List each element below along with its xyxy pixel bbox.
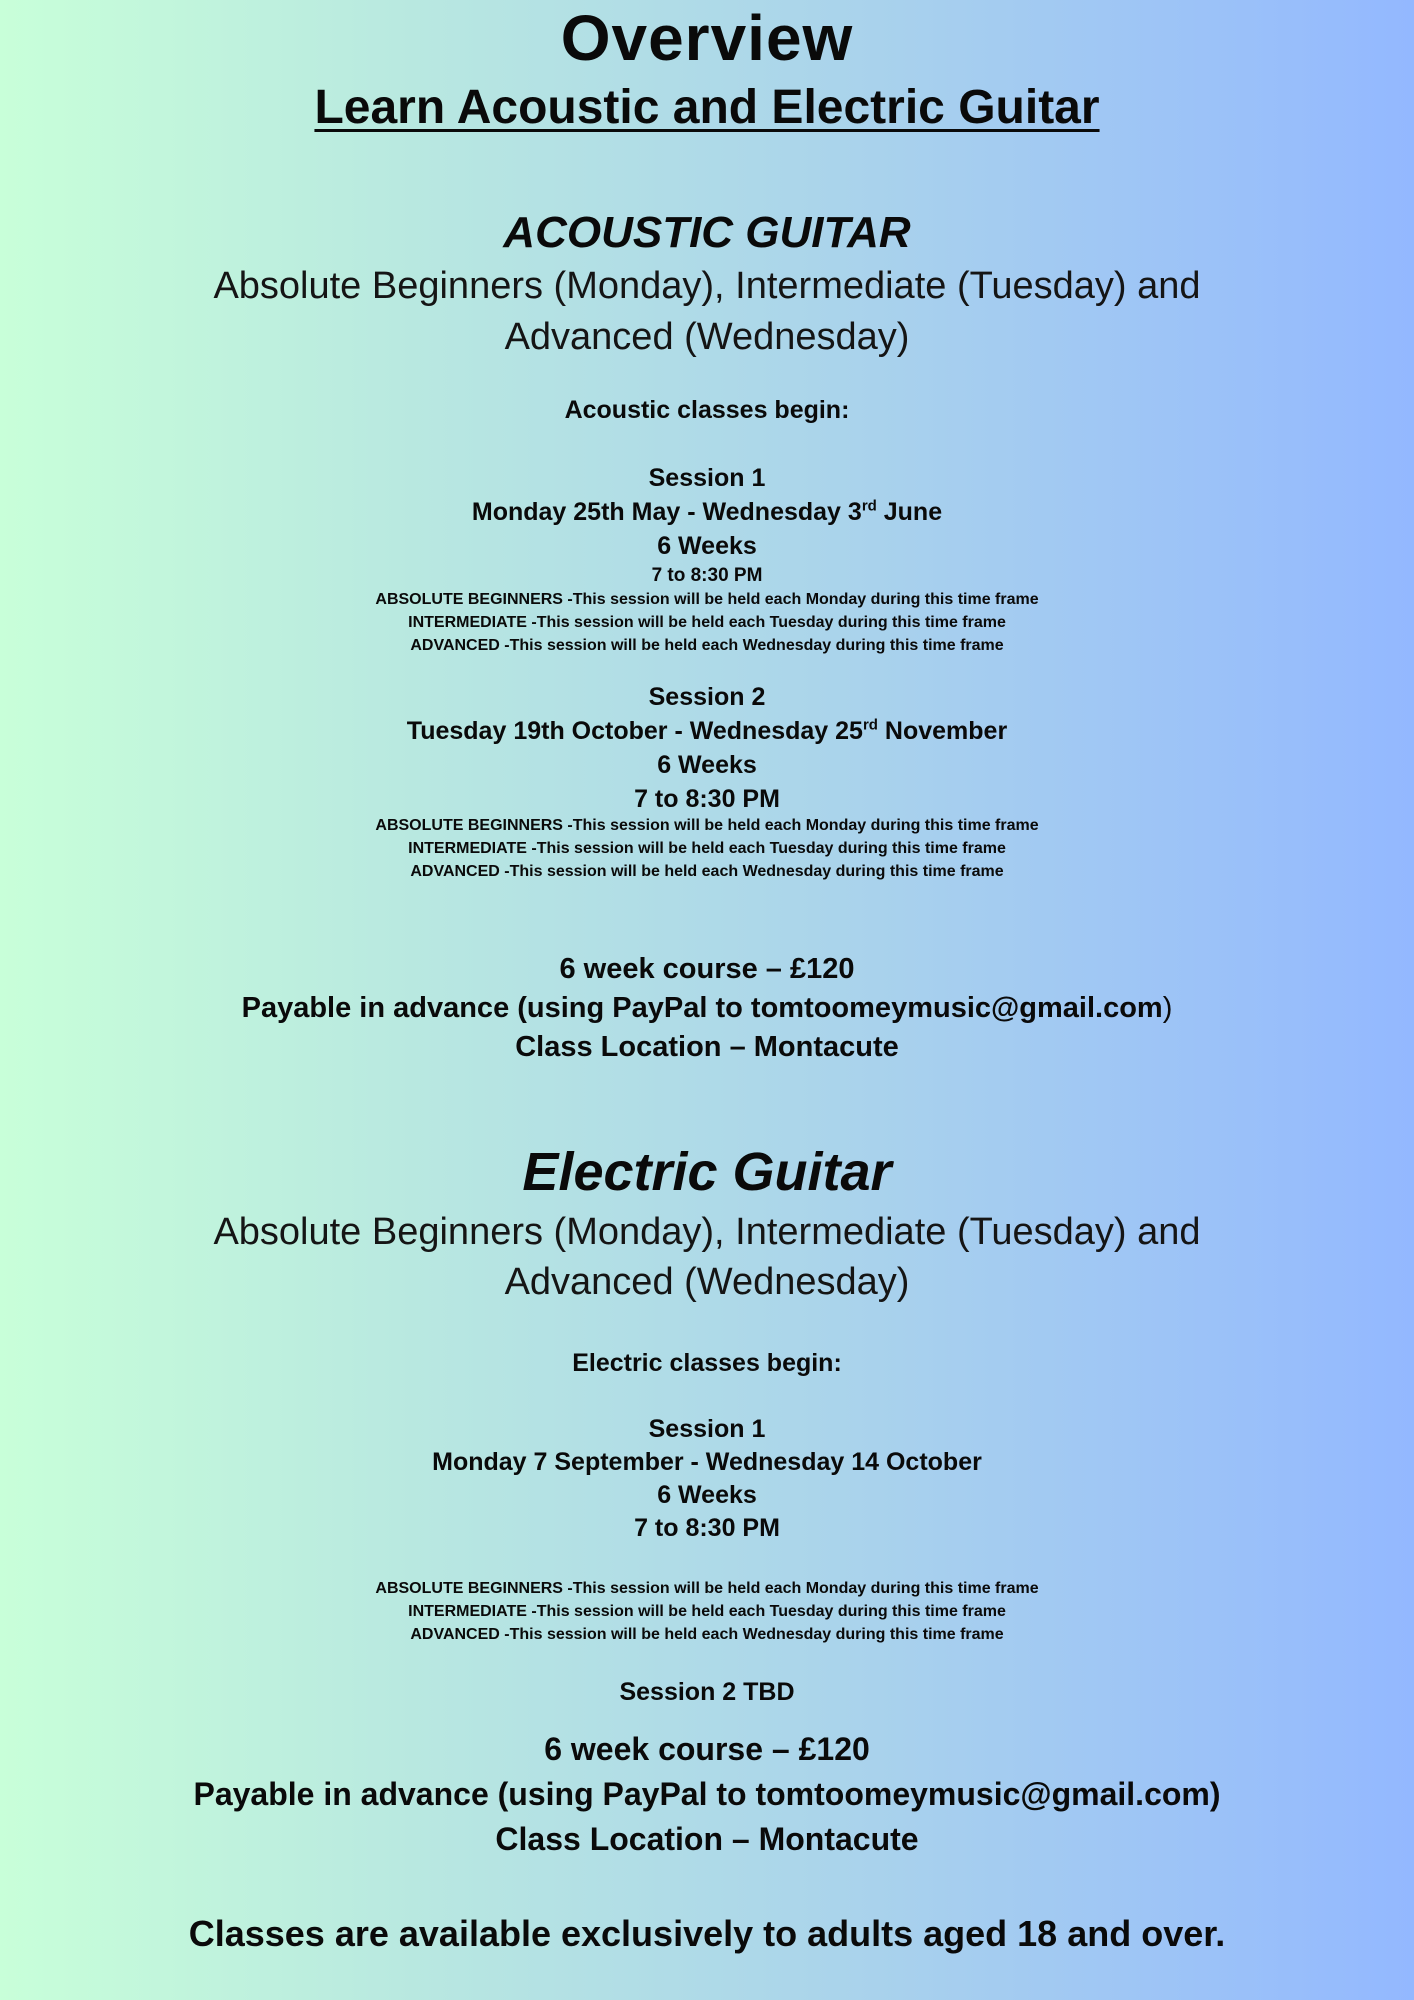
session-weeks: 6 Weeks (657, 1481, 757, 1509)
electric-levels-line-1: Absolute Beginners (Monday), Intermediate (Tuesday) and (213, 1211, 1201, 1253)
session-time: 7 to 8:30 PM (634, 1514, 780, 1542)
electric-begin-label: Electric classes begin: (572, 1349, 842, 1377)
page-title: Overview (560, 2, 854, 74)
ordinal-suffix: rd (862, 716, 878, 734)
session-label: Session 1 (648, 464, 766, 492)
acoustic-levels-line-2: Advanced (Wednesday) (504, 316, 910, 358)
acoustic-begin-label: Acoustic classes begin: (564, 396, 850, 424)
session-time: 7 to 8:30 PM (634, 785, 780, 813)
note-advanced: ADVANCED -This session will be held each Wednesday during this time frame (410, 637, 1004, 654)
session-dates: Monday 7 September - Wednesday 14 October (432, 1448, 982, 1476)
session-date-end: June (876, 498, 943, 526)
electric-session-2: Session 2 TBD (619, 1678, 795, 1706)
session-weeks: 6 Weeks (657, 751, 757, 779)
ordinal-suffix: rd (861, 497, 877, 515)
note-beginners: ABSOLUTE BEGINNERS -This session will be held each Monday during this time frame (375, 1580, 1039, 1597)
payment-close-paren: ) (1162, 992, 1173, 1024)
electric-levels-line-2: Advanced (Wednesday) (504, 1261, 910, 1303)
age-notice: Classes are available exclusively to adults aged 18 and over. (188, 1913, 1226, 1954)
session-date-start: Tuesday 19th October - Wednesday 25 (406, 717, 863, 745)
note-beginners: ABSOLUTE BEGINNERS -This session will be held each Monday during this time frame (375, 591, 1039, 608)
acoustic-price: 6 week course – £120 (559, 953, 855, 985)
payment-text: Payable in advance (using PayPal to tomtoomeymusic@gmail.com (241, 992, 1163, 1024)
acoustic-levels-line-1: Absolute Beginners (Monday), Intermediate (Tuesday) and (213, 265, 1201, 307)
electric-location: Class Location – Montacute (495, 1821, 919, 1857)
session-dates (0, 497, 1414, 526)
session-date-end: November (877, 717, 1008, 745)
session-date-start: Monday 25th May - Wednesday 3 (471, 498, 862, 526)
note-intermediate: INTERMEDIATE -This session will be held each Tuesday during this time frame (408, 1603, 1006, 1620)
session-weeks: 6 Weeks (657, 532, 757, 560)
session-time: 7 to 8:30 PM (651, 565, 763, 586)
acoustic-payment (0, 994, 1414, 1023)
electric-payment: Payable in advance (using PayPal to tomtoomeymusic@gmail.com) (193, 1776, 1221, 1812)
electric-heading: Electric Guitar (522, 1142, 892, 1202)
session-label: Session 1 (648, 1415, 766, 1443)
note-intermediate: INTERMEDIATE -This session will be held each Tuesday during this time frame (408, 614, 1006, 631)
note-advanced: ADVANCED -This session will be held each Wednesday during this time frame (410, 1626, 1004, 1643)
session-dates (0, 716, 1414, 745)
page-subtitle: Learn Acoustic and Electric Guitar (314, 81, 1100, 134)
session-label: Session 2 (648, 683, 766, 711)
acoustic-heading: ACOUSTIC GUITAR (503, 208, 911, 257)
acoustic-location: Class Location – Montacute (515, 1031, 899, 1063)
note-intermediate: INTERMEDIATE -This session will be held each Tuesday during this time frame (408, 840, 1006, 857)
note-beginners: ABSOLUTE BEGINNERS -This session will be held each Monday during this time frame (375, 817, 1039, 834)
electric-price: 6 week course – £120 (544, 1731, 870, 1767)
note-advanced: ADVANCED -This session will be held each Wednesday during this time frame (410, 863, 1004, 880)
